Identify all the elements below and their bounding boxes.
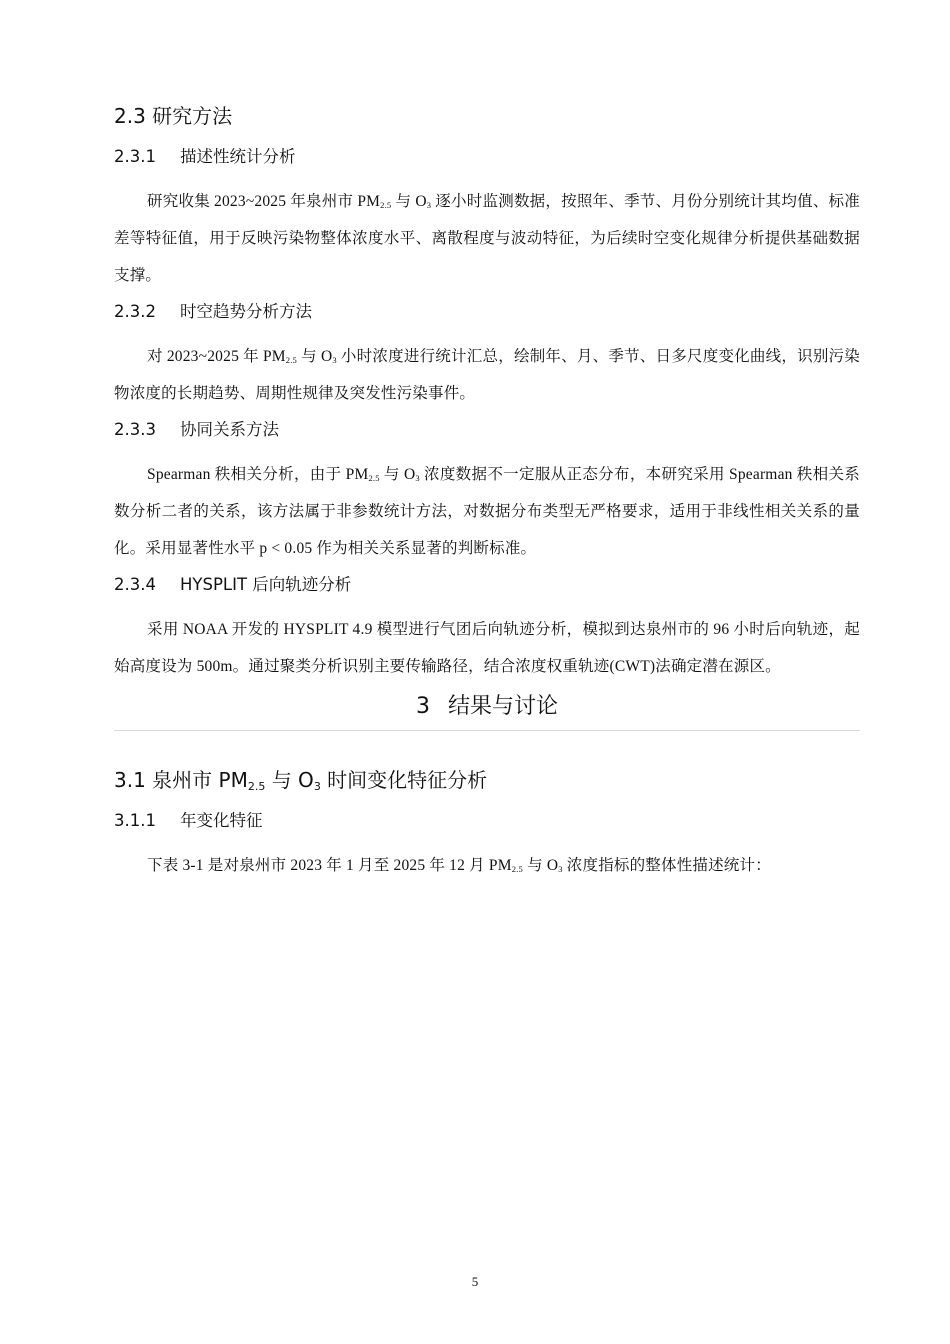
subsection-number: 2.3.2 xyxy=(114,302,156,321)
subscript: 2.5 xyxy=(511,864,523,875)
text-run: 与 O xyxy=(297,348,333,365)
subsection-heading-2-3-2 xyxy=(114,298,860,326)
page-number: 5 xyxy=(471,1274,479,1289)
subsection-title: 时空趋势分析方法 xyxy=(180,302,312,321)
subscript: 2.5 xyxy=(380,200,392,211)
paragraph-hysplit: 采用 NOAA 开发的 HYSPLIT 4.9 模型进行气团后向轨迹分析，模拟到达泉州市的 96 小时后向轨迹，起始高度设为 500m。通过聚类分析识别主要传输路径，结合浓度权重轨迹(CWT)法确定潜在源区。 xyxy=(114,621,860,675)
text-run: 浓度数据不一定服从正态分布，本研究采用 Spearman 秩相关系数分析二者的关系，该方法属于非参数统计方法，对数据分布类型无严格要求，适用于非线性相关关系的量化。采用显著性水平 p < 0.05 作为相关关系显著的判断标准。 xyxy=(114,466,860,557)
subscript: 3 xyxy=(415,473,420,484)
paragraph-synergy-method xyxy=(114,456,860,567)
paragraph-descriptive-statistics xyxy=(114,183,860,294)
subsection-heading-3-1-1 xyxy=(114,807,860,835)
subsection-number: 2.3.4 xyxy=(114,575,156,594)
page-content xyxy=(114,101,860,888)
spacer xyxy=(114,731,860,765)
subscript: 3 xyxy=(332,355,337,366)
section-heading-3-1 xyxy=(114,765,860,795)
subscript: 3 xyxy=(313,779,321,793)
subscript: 2.5 xyxy=(285,355,298,366)
text-run: 3.1 泉州市 PM xyxy=(114,768,248,792)
text-run: 下表 3-1 是对泉州市 2023 年 1 月至 2025 年 12 月 PM xyxy=(147,857,512,874)
subsection-heading-2-3-3 xyxy=(114,416,860,444)
chapter-number: 3 xyxy=(415,694,430,719)
chapter-title: 结果与讨论 xyxy=(447,694,558,719)
subsection-number: 3.1.1 xyxy=(114,811,156,830)
text-run: 浓度指标的整体性描述统计： xyxy=(562,857,771,874)
subsection-title: HYSPLIT 后向轨迹分析 xyxy=(180,575,352,594)
paragraph-annual-table-intro xyxy=(114,847,860,884)
subscript: 2.5 xyxy=(368,473,380,484)
text-run: 研究收集 2023~2025 年泉州市 PM xyxy=(147,193,381,210)
subsection-number: 2.3.3 xyxy=(114,420,156,439)
text-run: 时间变化特征分析 xyxy=(320,768,488,792)
text-run: 与 O xyxy=(379,466,416,483)
subscript: 3 xyxy=(426,200,432,211)
subsection-number: 2.3.1 xyxy=(114,147,156,166)
text-run: 小时浓度进行统计汇总，绘制年、月、季节、日多尺度变化曲线，识别污染物浓度的长期趋势、周期性规律及突发性污染事件。 xyxy=(114,348,860,402)
text-run: 与 O xyxy=(523,857,559,874)
text-run: Spearman 秩相关分析，由于 PM xyxy=(147,466,369,483)
subscript: 2.5 xyxy=(247,779,266,793)
text-run: 对 2023~2025 年 PM xyxy=(147,348,286,365)
chapter-heading-3 xyxy=(114,691,860,731)
subsection-title: 描述性统计分析 xyxy=(180,147,296,166)
text-run: 逐小时监测数据，按照年、季节、月份分别统计其均值、标准差等特征值，用于反映污染物整体浓度水平、离散程度与波动特征，为后续时空变化规律分析提供基础数据支撑。 xyxy=(114,193,860,284)
section-heading-2-3: 2.3 研究方法 xyxy=(114,104,233,128)
text-run: 与 O xyxy=(265,768,314,792)
subsection-title: 年变化特征 xyxy=(180,811,263,830)
subsection-heading-2-3-4 xyxy=(114,571,860,599)
subscript: 3 xyxy=(558,864,563,875)
text-run: 与 O xyxy=(391,193,427,210)
subsection-heading-2-3-1 xyxy=(114,143,860,171)
subsection-title: 协同关系方法 xyxy=(180,420,279,439)
paragraph-trend-analysis xyxy=(114,338,860,412)
